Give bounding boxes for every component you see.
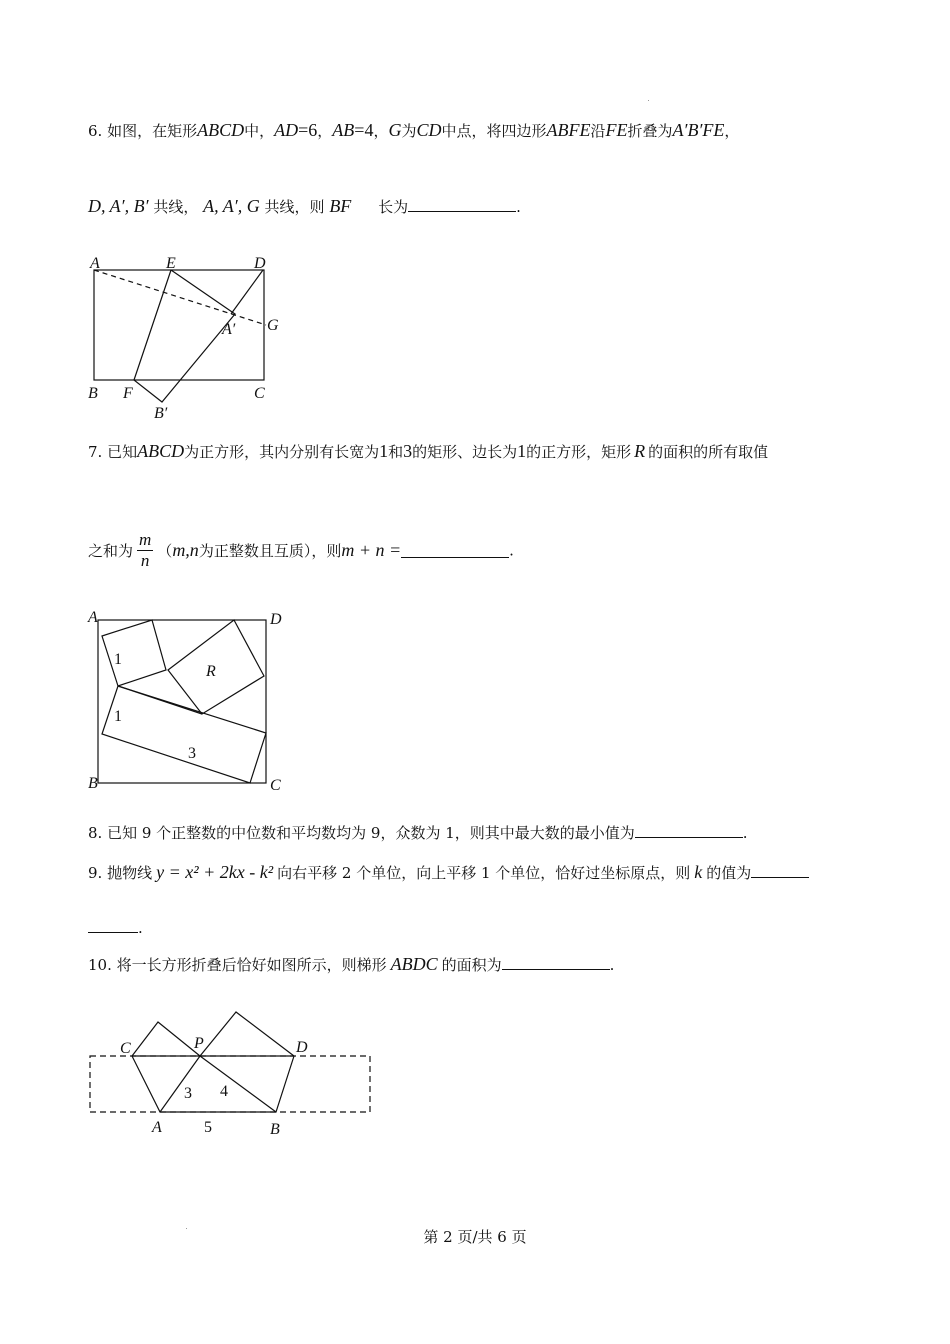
q6-math-ab: AB — [332, 120, 355, 140]
square-side-1 — [102, 620, 166, 686]
q10-answer-blank[interactable] — [502, 955, 610, 970]
q7-text: 为正方形，其内分别有长宽为 — [184, 443, 380, 461]
q6-math-abfe: ABFE — [546, 120, 591, 140]
label-r: R — [206, 663, 216, 680]
label-c: C — [270, 777, 281, 794]
q7-answer-blank[interactable] — [401, 543, 509, 558]
q6-text: ， — [724, 122, 740, 140]
q6-math-eq4: =4 — [354, 120, 374, 140]
q6-text: ， — [317, 122, 333, 140]
q7-text: 和 — [388, 443, 404, 461]
q6-number: 6. — [88, 122, 103, 140]
q6-math-ad: AD — [274, 120, 299, 140]
dashed-line-ag — [94, 270, 266, 325]
q6-text: 共线， — [153, 198, 199, 216]
label-d: D — [270, 611, 282, 628]
q7-text: 之和为 — [88, 542, 134, 560]
q7-number: 7. — [88, 443, 103, 461]
label-c: C — [254, 385, 265, 402]
q9-text: 向右平移 2 个单位，向上平移 1 个单位，恰好过坐标原点，则 — [277, 864, 691, 882]
q6-text: . — [516, 198, 521, 216]
q9-text: 9. 抛物线 — [88, 864, 153, 882]
label-a: A — [88, 609, 98, 626]
label-4: 4 — [220, 1083, 228, 1100]
q9-math-k: k — [694, 862, 703, 882]
q10-math-abdc: ABDC — [390, 954, 438, 974]
rectangle-abcd — [94, 270, 264, 380]
q10-text: . — [609, 956, 615, 974]
q9-answer-blank-cont[interactable] — [88, 918, 138, 933]
q7-math-1b: 1 — [517, 441, 527, 461]
q6-text: 中点，将四边形 — [441, 122, 547, 140]
q6-text: 如图，在矩形 — [107, 122, 198, 140]
label-3: 3 — [184, 1085, 192, 1102]
q6-figure — [80, 250, 300, 425]
q10-text: 10. 将一长方形折叠后恰好如图所示，则梯形 — [88, 956, 387, 974]
q7-math-3: 3 — [403, 441, 413, 461]
q7-math-abcd: ABCD — [137, 441, 185, 461]
label-a-prime: A′ — [222, 321, 236, 338]
label-a: A — [90, 255, 100, 272]
q6-math-eq6: =6 — [298, 120, 318, 140]
q9-formula: y = x² + 2kx - k² — [156, 862, 274, 882]
q6-math-fe: FE — [605, 120, 628, 140]
q6-line1 — [88, 120, 739, 141]
q6-math-abfe-folded: A′B′FE — [672, 120, 725, 140]
label-length-3: 3 — [188, 745, 196, 762]
q8-line — [88, 822, 748, 843]
q6-text: 折叠为 — [627, 122, 673, 140]
q6-line2 — [88, 196, 521, 217]
q6-text: 为 — [401, 122, 417, 140]
label-b: B — [88, 775, 98, 792]
q6-math-collinear-2: A, A′, G — [203, 196, 260, 216]
q6-math-bf: BF — [329, 196, 352, 216]
q9-answer-blank[interactable] — [751, 863, 809, 878]
original-rectangle-dashed — [90, 1056, 370, 1112]
q9-line2 — [88, 918, 143, 937]
q7-line1 — [88, 441, 768, 462]
q7-text: 已知 — [107, 443, 138, 461]
rectangle-r — [168, 620, 264, 714]
q7-text: （ — [157, 542, 173, 560]
q10-line — [88, 954, 614, 975]
q7-math-mn: m,n — [172, 540, 199, 560]
label-c: C — [120, 1040, 131, 1057]
q9-text: . — [138, 919, 143, 937]
q6-text: 中， — [244, 122, 275, 140]
label-g: G — [267, 317, 279, 334]
q7-line2 — [88, 530, 514, 571]
label-d: D — [296, 1039, 308, 1056]
fraction-denominator: n — [140, 551, 150, 570]
label-a: A — [152, 1119, 162, 1136]
q7-figure — [84, 606, 294, 796]
label-b: B — [270, 1121, 280, 1138]
line-pa — [160, 1056, 200, 1112]
q8-answer-blank[interactable] — [635, 823, 743, 838]
q7-text: 为正整数且互质），则 — [198, 542, 342, 560]
q6-math-abcd: ABCD — [197, 120, 245, 140]
q8-text: 8. 已知 9 个正整数的中位数和平均数均为 9，众数为 1，则其中最大数的最小值为 — [88, 824, 635, 842]
q7-math-expr: m + n = — [341, 540, 402, 560]
q6-text: 共线，则 — [264, 198, 325, 216]
label-b: B — [88, 385, 98, 402]
q6-answer-blank[interactable] — [408, 197, 516, 212]
label-width-1: 1 — [114, 708, 122, 725]
label-side-1: 1 — [114, 651, 122, 668]
q7-math-r: R — [634, 441, 646, 461]
q8-text: . — [742, 824, 748, 842]
q6-text: 沿 — [590, 122, 606, 140]
rectangle-1-by-3 — [102, 686, 266, 783]
q10-figure — [80, 1006, 380, 1141]
q6-math-g: G — [388, 120, 402, 140]
label-e: E — [166, 255, 176, 272]
q7-fraction — [137, 530, 153, 571]
label-f: F — [123, 385, 133, 402]
q10-text: 的面积为 — [441, 956, 502, 974]
q7-text: 的正方形，矩形 — [526, 443, 632, 461]
q6-math-collinear-1: D, A′, B′ — [88, 196, 149, 216]
label-5: 5 — [204, 1119, 212, 1136]
page-footer: 第 2 页/共 6 页 — [423, 1228, 527, 1246]
q7-text: 的面积的所有取值 — [648, 443, 769, 461]
line-da — [231, 270, 263, 314]
q7-text: . — [509, 541, 514, 560]
q6-text: ， — [373, 122, 389, 140]
folded-shape — [132, 1012, 294, 1112]
fraction-numerator: m — [139, 530, 152, 549]
label-d: D — [254, 255, 266, 272]
q9-line1 — [88, 862, 809, 883]
line-pb — [200, 1056, 276, 1112]
square-abcd — [98, 620, 266, 783]
label-b-prime: B′ — [154, 405, 168, 422]
q7-math-1: 1 — [379, 441, 389, 461]
q6-math-cd: CD — [416, 120, 442, 140]
q6-text: 长为 — [378, 198, 409, 216]
scan-dot — [648, 100, 649, 101]
q9-text: 的值为 — [706, 864, 752, 882]
q7-text: 的矩形、边长为 — [412, 443, 518, 461]
fold-line-ef — [134, 270, 171, 380]
label-p: P — [194, 1035, 204, 1052]
